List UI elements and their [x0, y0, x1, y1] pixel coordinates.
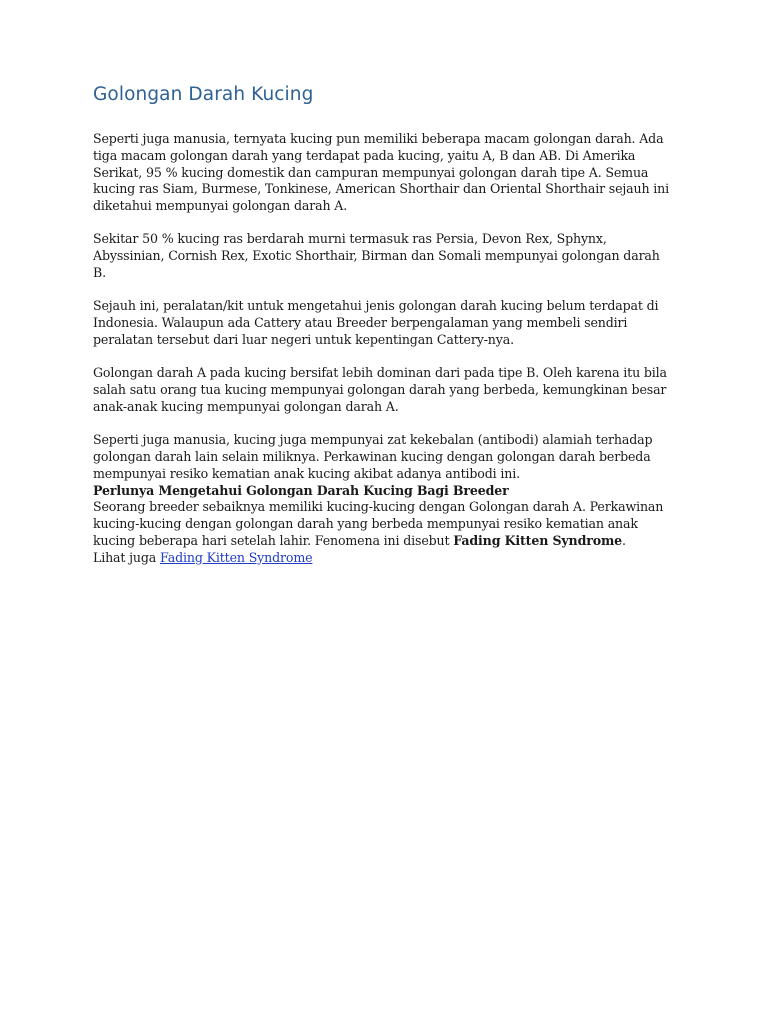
breeder-bold-term: Fading Kitten Syndrome [453, 532, 622, 548]
paragraph-1: Seperti juga manusia, ternyata kucing pun memiliki beberapa macam golongan darah. Ada tiga macam golongan darah yang terdapat pada kucing, yaitu A, B dan AB. Di Amerika Serikat, 95 % kucing domestik dan campuran mempunyai golongan darah tipe A. Semua kucing ras Siam, Burmese, Tonkinese, American Shorthair dan Oriental Shorthair sejauh ini diketahui mempunyai golongan darah A. [93, 131, 670, 214]
paragraph-4: Golongan darah A pada kucing bersifat lebih dominan dari pada tipe B. Oleh karena itu bila salah satu orang tua kucing mempunyai golongan darah yang berbeda, kemungkinan besar anak-anak kucing mempunyai golongan darah A. [93, 365, 667, 414]
breeder-end: . [622, 532, 626, 548]
breeder-paragraph [93, 499, 673, 566]
paragraph-2: Sekitar 50 % kucing ras berdarah murni termasuk ras Persia, Devon Rex, Sphynx, Abyssinian, Cornish Rex, Exotic Shorthair, Birman dan Somali mempunyai golongan darah B. [93, 231, 660, 281]
paragraph-5: Seperti juga manusia, kucing juga mempunyai zat kekebalan (antibodi) alamiah terhadap golongan darah lain selain miliknya. Perkawinan kucing dengan golongan darah berbeda mempunyai resiko kematian anak kucing akibat adanya antibodi ini. [93, 432, 653, 481]
section-subheading: Perlunya Mengetahui Golongan Darah Kucing Bagi Breeder [93, 482, 509, 498]
breeder-text: Seorang breeder sebaiknya memiliki kucing-kucing dengan Golongan darah A. Perkawinan kucing-kucing dengan golongan darah yang berbeda mempunyai resiko kematian anak kucing beberapa hari setelah lahir. Fenomena ini disebut [93, 499, 664, 548]
paragraph-3: Sejauh ini, peralatan/kit untuk mengetahui jenis golongan darah kucing belum terdapat di Indonesia. Walaupun ada Cattery atau Breeder berpengalaman yang membeli sendiri peralatan tersebut dari luar negeri untuk kepentingan Cattery-nya. [93, 298, 659, 347]
see-also-prefix: Lihat juga [93, 549, 161, 565]
fading-kitten-syndrome-link[interactable]: Fading Kitten Syndrome [160, 549, 313, 565]
document-title: Golongan Darah Kucing [93, 84, 314, 105]
document-page [93, 84, 673, 567]
